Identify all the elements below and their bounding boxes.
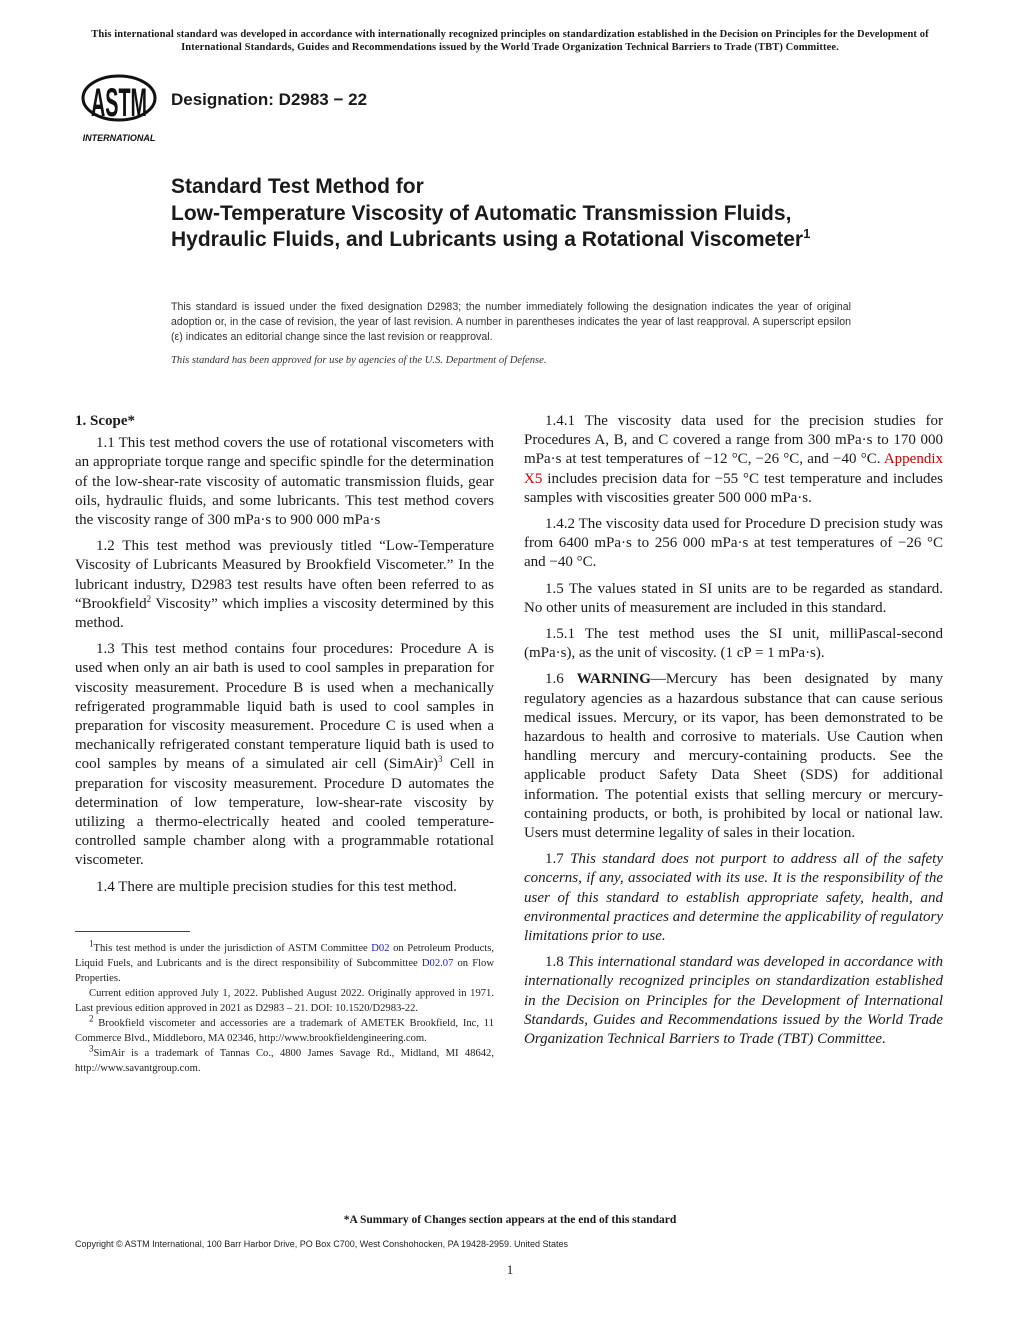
paragraph-1-4-1 — [524, 412, 943, 508]
paragraph-1-1: 1.1 This test method covers the use of rotational viscometers with an appropriate torque range and specific spindle for the determination of the low-shear-rate viscosity of automatic transmission fluids, gear oils, hydraulic fluids, and some lubricants. This test method covers the viscosity range of 300 mPa·s to 900 000 mPa·s — [75, 435, 494, 529]
section-heading-scope: 1. Scope* — [75, 413, 135, 429]
text: Cell in preparation for viscosity measurement. Procedure D automates the determination of low temperature, low-shear-rate viscosity by utilizing a thermo-electrically heated and cooled temperature-controlled sample chamber along with a programmable rotational viscometer. — [75, 756, 494, 869]
text: This standard does not purport to address all of the safety concerns, if any, associated with its use. It is the responsibility of the user of this standard to establish appropriate safety, health, and environmental practices and determine the applicability of regulatory limitations prior to use. — [524, 851, 944, 945]
paragraph-1-5-1: 1.5.1 The test method uses the SI unit, milliPascal-second (mPa·s), as the unit of viscosity. (1 cP = 1 mPa·s). — [524, 626, 943, 662]
title-footnote-mark[interactable]: 1 — [803, 226, 811, 241]
footnote-ref-2[interactable]: 2 — [146, 593, 152, 604]
text: SimAir is a trademark of Tannas Co., 4800 James Savage Rd., Midland, MI 48642, http://www.savantgroup.com. — [75, 1048, 494, 1074]
footnotes — [75, 938, 494, 1076]
text: This test method is under the jurisdiction of ASTM Committee — [93, 943, 372, 954]
footnote-mark: 1 — [89, 938, 94, 949]
subcommittee-d02-07-link[interactable]: D02.07 — [421, 958, 454, 969]
text: Viscosity” which implies a viscosity determined by this method. — [75, 595, 494, 632]
appendix-x5-link[interactable]: Appendix X5 — [524, 451, 943, 487]
footnote-3 — [75, 1043, 494, 1076]
summary-note: *A Summary of Changes section appears at the end of this standard — [343, 1214, 677, 1226]
paragraph-1-4: 1.4 There are multiple precision studies for this test method. — [96, 878, 457, 895]
edition-note: Current edition approved July 1, 2022. Published August 2022. Originally approved in 1971. Last previous edition approved in 2021 as D2983 – 21. DOI: 10.1520/D2983-22. — [75, 988, 494, 1014]
issued-note: This standard is issued under the fixed designation D2983; the number immediately following the designation indicates the year of original adoption or, in the case of revision, the year of last revision. A number in parentheses indicates the year of last reapproval. A superscript epsilon (ε) indicates an editorial change since the last revision or reapproval. — [171, 301, 851, 343]
footnote-divider — [75, 931, 190, 932]
committee-d02-link[interactable]: D02 — [371, 943, 390, 954]
footnote-1 — [75, 938, 494, 986]
text: 1.7 — [545, 851, 571, 868]
title-line-1: Standard Test Method for — [171, 175, 424, 198]
text: Brookfield viscometer and accessories are a trademark of AMETEK Brookfield, Inc, 11 Commerce Blvd., Middleboro, MA 02346, http://www.brookfieldengineering.com. — [75, 1018, 494, 1044]
warning-label: WARNING — [576, 671, 651, 688]
astm-logo — [76, 68, 162, 144]
paragraph-1-8 — [524, 953, 943, 1049]
paragraph-1-6 — [524, 670, 943, 843]
footnote-mark: 3 — [89, 1043, 94, 1054]
top-note: This international standard was developed in accordance with internationally recognized principles on standardization established in the Decision on Principles for the Development of International Standards, Guides and Recommendations issued by the World Trade Organization Technical Barriers to Trade (TBT) Committee. — [91, 29, 929, 53]
svg-text:ASTM: ASTM — [91, 81, 147, 125]
designation: Designation: D2983 − 22 — [171, 90, 368, 109]
title-main — [171, 201, 871, 254]
svg-text:INTERNATIONAL: INTERNATIONAL — [82, 133, 156, 143]
copyright: Copyright © ASTM International, 100 Barr Harbor Drive, PO Box C700, West Conshohocken, PA 19428-2959. United States — [75, 1239, 569, 1249]
text: —Mercury has been designated by many regulatory agencies as a hazardous substance that can cause serious medical issues. Mercury, or its vapor, has been demonstrated to be hazardous to health and corrosive to materials. Use Caution when handling mercury and mercury-containing products. See the applicable product Safety Data Sheet (SDS) for additional information. The potential exists that selling mercury or mercury-containing products, or both, is prohibited by local or national law. Users must determine legality of sales in their location. — [524, 671, 943, 842]
left-column — [75, 412, 494, 904]
title-text: Low-Temperature Viscosity of Automatic Transmission Fluids, Hydraulic Fluids, and Lubricants using a Rotational Viscometer — [171, 201, 804, 251]
right-column — [524, 412, 943, 1056]
text: 1.6 — [545, 671, 577, 688]
paragraph-1-2 — [75, 537, 494, 633]
text: 1.2 This test method was previously titled “Low-Temperature Viscosity of Lubricants Measured by Brookfield Viscometer.” In the lubricant industry, D2983 test results have often been referred to as “Brookfield — [75, 538, 494, 612]
paragraph-1-7 — [524, 850, 943, 946]
paragraph-1-5: 1.5 The values stated in SI units are to be regarded as standard. No other units of measurement are included in this standard. — [524, 580, 943, 616]
document-title — [171, 174, 871, 254]
text: 1.4.1 The viscosity data used for the precision studies for Procedures A, B, and C covered a range from 300 mPa·s to 170 000 mPa·s at test temperatures of −12 °C, −26 °C, and −40 °C. — [524, 413, 943, 468]
footnote-mark: 2 — [89, 1013, 94, 1024]
paragraph-1-3 — [75, 640, 494, 870]
footnote-2 — [75, 1013, 494, 1046]
text: on Flow Properties. — [75, 958, 494, 984]
text: This international standard was developed in accordance with internationally recognized principles on standardization established in the Decision on Principles for the Development of International Standards, Guides and Recommendations issued by the World Trade Organization Technical Barriers to Trade (TBT) Committee. — [524, 954, 943, 1048]
text: 1.3 This test method contains four procedures: Procedure A is used when only an air bath is used to cool samples in preparation for viscosity measurement. Procedure B is used when a mechanically refrigerated programmable liquid bath is used to cool samples in preparation for viscosity measurement. Procedure C is used when a mechanically refrigerated constant temperature liquid bath is used to cool samples by means of a simulated air cell (SimAir) — [75, 641, 494, 773]
footnote-ref-3[interactable]: 3 — [438, 754, 443, 765]
paragraph-1-4-2: 1.4.2 The viscosity data used for Procedure D precision study was from 6400 mPa·s to 256 000 mPa·s at test temperatures of −26 °C and −40 °C. — [524, 516, 943, 571]
text: on Petroleum Products, Liquid Fuels, and Lubricants and is the direct responsibility of Subcommittee — [75, 943, 494, 969]
text: 1.8 — [545, 954, 568, 971]
text: includes precision data for −55 °C test temperature and includes samples with viscosities greater 500 000 mPa·s. — [524, 470, 943, 506]
page-number: 1 — [506, 1262, 514, 1277]
approved-note: This standard has been approved for use by agencies of the U.S. Department of Defense. — [171, 355, 547, 366]
